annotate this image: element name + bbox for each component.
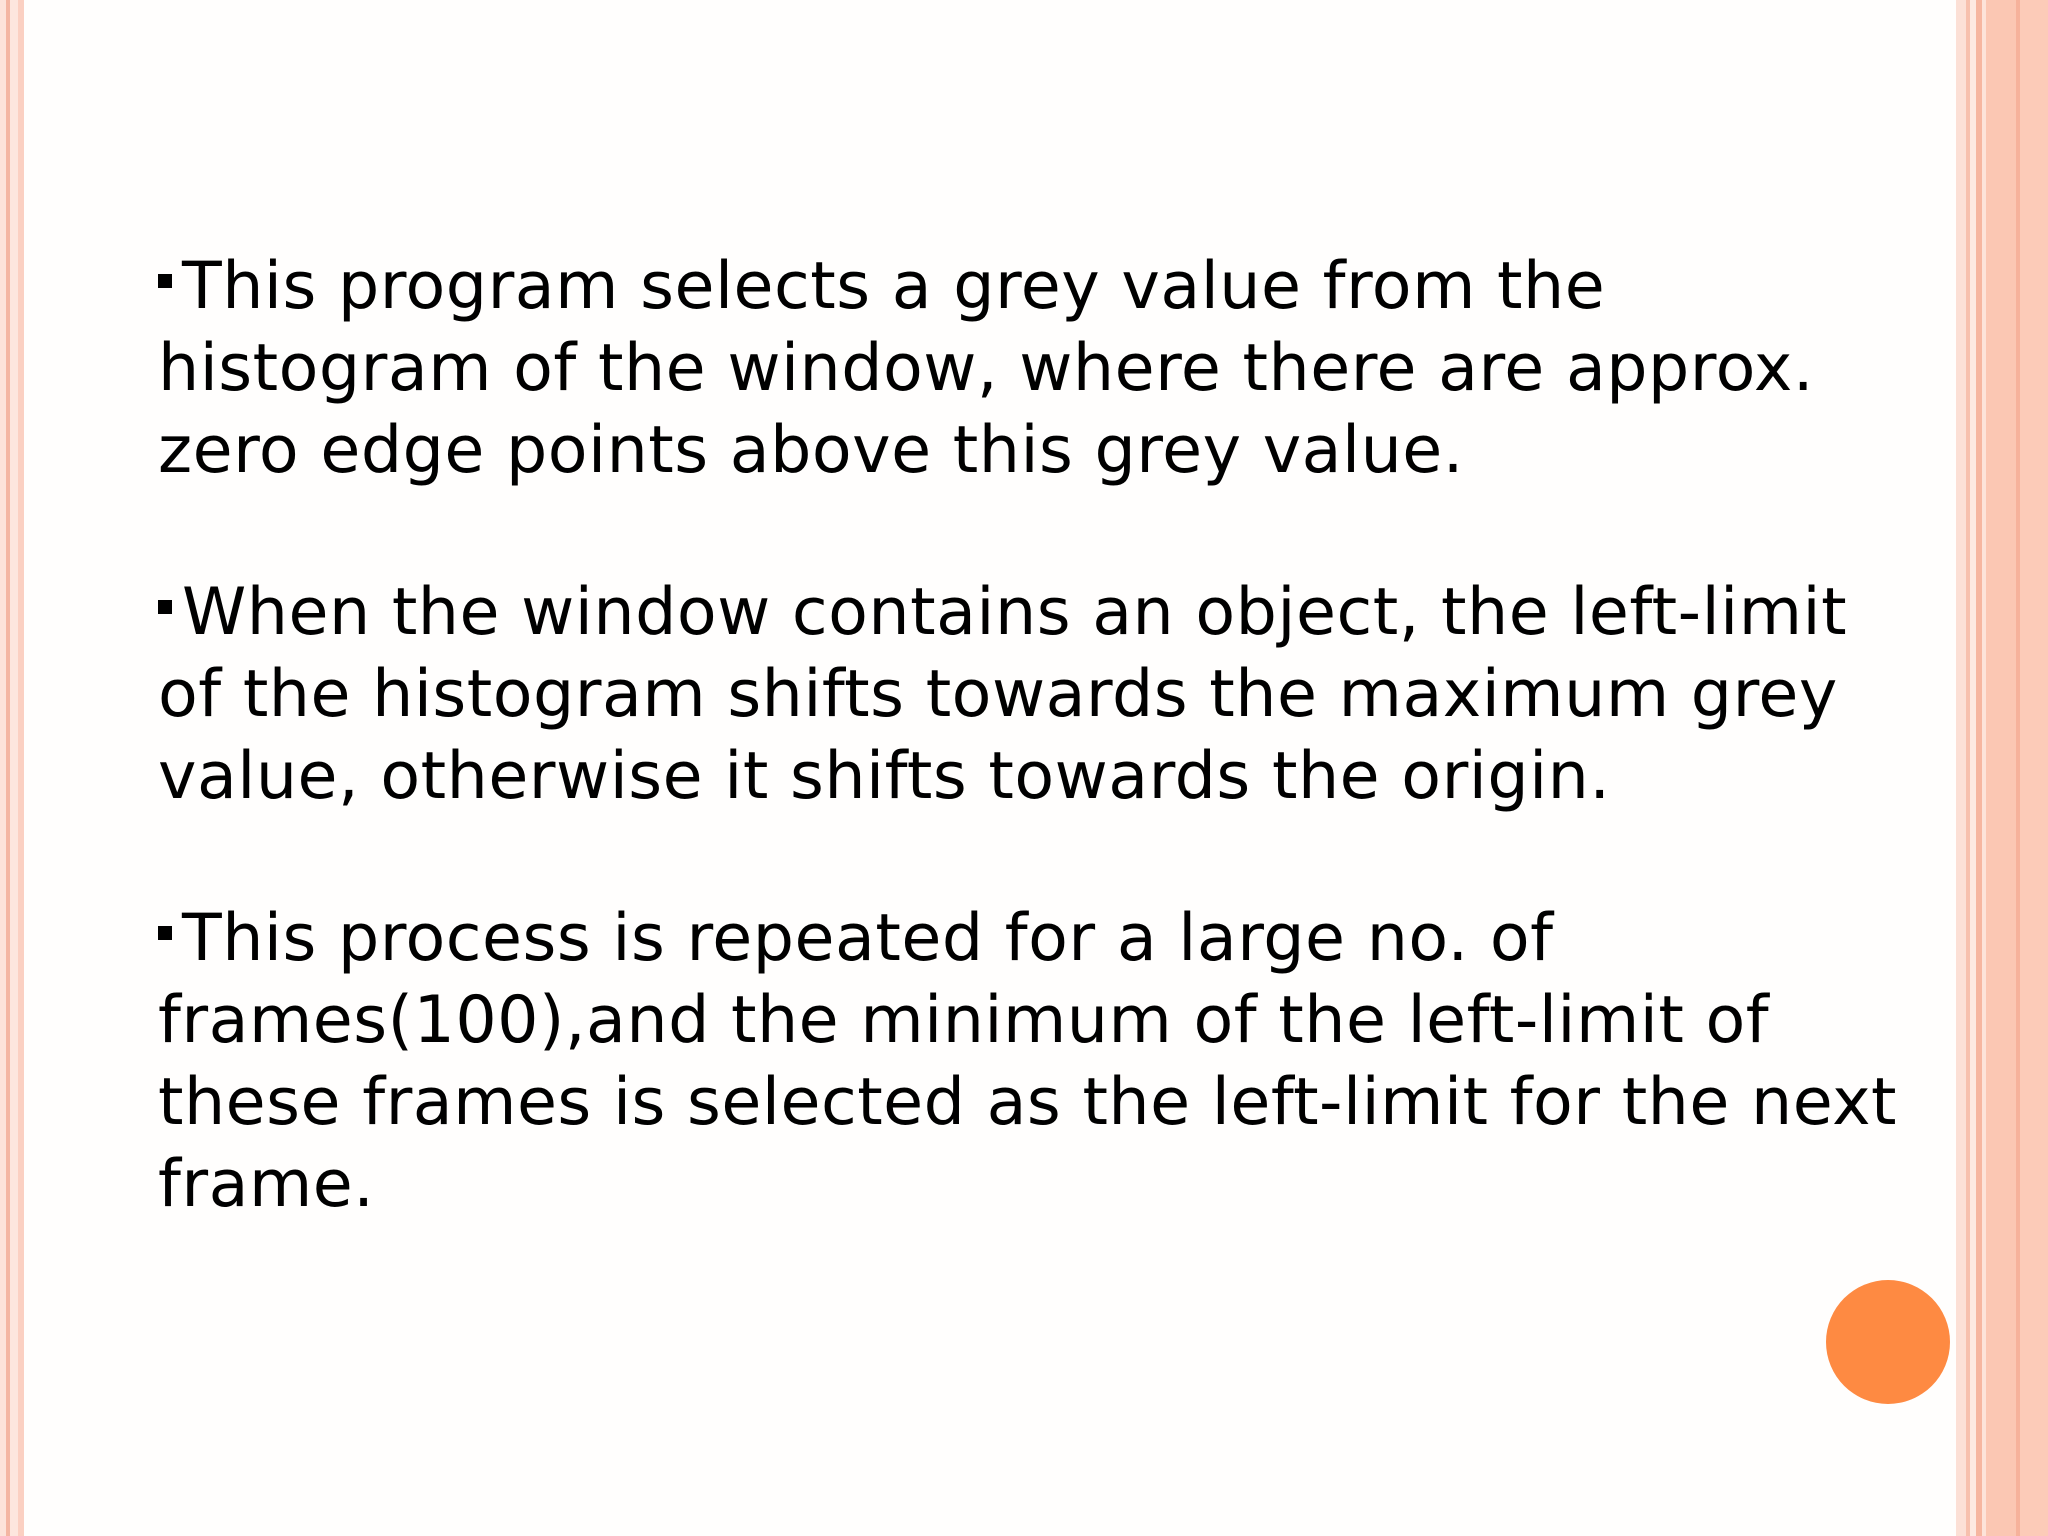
square-bullet-icon <box>158 274 172 288</box>
square-bullet-icon <box>158 926 172 940</box>
bullet-item-2 <box>158 572 1918 818</box>
bullet-text-1: This program selects a grey value from the histogram of the window, where there are approx. zero edge points above this grey value. <box>158 249 1814 488</box>
bullet-text-3: This process is repeated for a large no. of frames(100),and the minimum of the left-limit of these frames is selected as the left-limit for the next frame. <box>158 901 1898 1222</box>
left-border-decoration <box>0 0 24 1536</box>
bullet-item-3 <box>158 898 1918 1226</box>
bullet-item-1 <box>158 246 1918 492</box>
right-border-decoration <box>1956 0 2048 1536</box>
square-bullet-icon <box>158 600 172 614</box>
orange-circle-decoration <box>1826 1280 1950 1404</box>
bullet-text-2: When the window contains an object, the left-limit of the histogram shifts towards the maximum grey value, otherwise it shifts towards the origin. <box>158 575 1848 814</box>
slide-body <box>158 246 1918 1306</box>
